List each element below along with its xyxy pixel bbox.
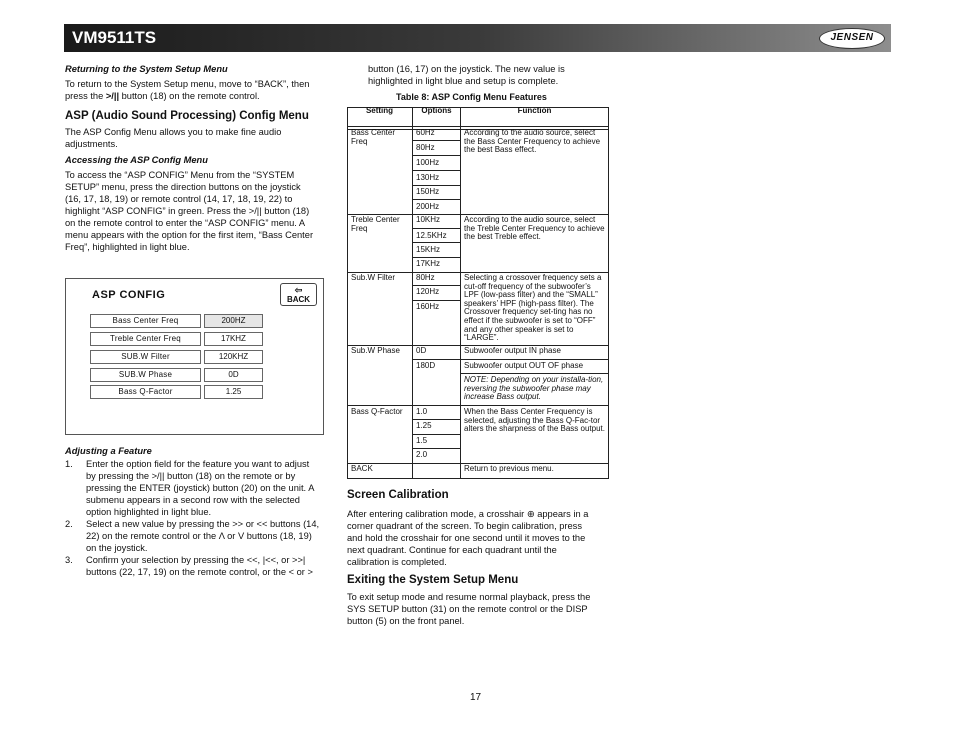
accessing-line: (16, 17, 18, 19) or remote control (14, 17, 18, 19, 22) to xyxy=(65,194,293,204)
step-item: 3. Confirm your selection by pressing the <<, |<<, or >>| buttons (22, 17, 19) on the remote control, or the < or > xyxy=(65,555,313,577)
option-cell: 130Hz xyxy=(416,173,440,182)
step-item: 1. Enter the option field for the feature you want to adjust by pressing the >/|| button (18) on the remote or by pressing the ENTER (joystick) button (20) on the unit. A submenu appears in a second row with the selected option highlighted in light blue. xyxy=(65,459,315,517)
asp-row-subw-filter[interactable] xyxy=(90,350,262,363)
option-cell: 12.5KHz xyxy=(416,231,447,240)
exit-heading: Exiting the System Setup Menu xyxy=(347,574,519,586)
accessing-line: menu appears with the option for the first item, “Bass Center xyxy=(65,230,314,240)
left-column xyxy=(65,63,327,253)
logo-text: JENSEN xyxy=(830,32,874,43)
function-subw-phase-out: Subwoofer output OUT OF phase xyxy=(464,361,584,370)
option-cell: 100Hz xyxy=(416,158,440,167)
function-bass-center: According to the audio source, select the Bass Center Frequency to achieve the best Bass effect. xyxy=(464,128,601,155)
asp-text-2: adjustments. xyxy=(65,139,118,149)
option-cell: 10KHz xyxy=(416,215,441,224)
option-cell: 150Hz xyxy=(416,187,440,196)
setting-treble-center: Treble Center Freq xyxy=(351,215,400,233)
option-cell: 1.5 xyxy=(416,436,428,445)
setting-subw-phase: Sub.W Phase xyxy=(351,346,400,355)
asp-row-value[interactable]: 17KHZ xyxy=(204,332,263,346)
function-bass-q: When the Bass Center Frequency is selected, adjusting the Bass Q-Fac-tor alters the sharpness of the Bass output. xyxy=(464,407,605,434)
step-item: 2. Select a new value by pressing the >> or << buttons (14, 22) on the remote control or the Λ or V buttons (18, 19) on the joystick. xyxy=(65,519,320,553)
right-top xyxy=(368,63,608,87)
screen-cal-line: next quadrant. Continue for each quadrant until the xyxy=(347,545,557,555)
subw-phase-note: NOTE: Depending on your installa-tion, reversing the subwoofer phase may increase Bass output. xyxy=(464,375,604,402)
asp-row-treble-center[interactable] xyxy=(90,332,262,345)
adjusting-heading: Adjusting a Feature xyxy=(65,446,152,456)
accessing-line: Freq”, highlighted in light blue. xyxy=(65,242,190,252)
function-subw-phase-in: Subwoofer output IN phase xyxy=(464,346,561,355)
back-label: BACK xyxy=(286,295,311,304)
accessing-paragraph xyxy=(65,169,327,253)
accessing-line: SETUP” menu, press the direction buttons on the joystick xyxy=(65,182,301,192)
accessing-line: To access the “ASP CONFIG” Menu from the “SYSTEM xyxy=(65,170,295,180)
back-arrow-icon: ⇦ xyxy=(294,285,303,295)
continued-text-2: highlighted in light blue and setup is complete. xyxy=(368,76,559,86)
adjusting-section xyxy=(65,445,327,578)
asp-row-value[interactable]: 0D xyxy=(204,368,263,382)
asp-row-value[interactable]: 120KHZ xyxy=(204,350,263,364)
asp-row-label: Bass Q-Factor xyxy=(90,385,201,399)
screen-cal-line: After entering calibration mode, a crosshair ⊕ appears in a xyxy=(347,509,589,519)
accessing-line: highlight “ASP CONFIG” in green. Press the >/|| button (18) xyxy=(65,206,310,216)
option-cell: 80Hz xyxy=(416,143,435,152)
screen-calibration-section xyxy=(347,489,609,627)
function-treble-center: According to the audio source, select the Treble Center Frequency to achieve the best Treble effect. xyxy=(464,215,605,242)
screen-cal-line: and hold the crosshair for one second until it moves to the xyxy=(347,533,586,543)
model-title: VM9511TS xyxy=(72,28,157,47)
table-header-function: Function xyxy=(517,106,552,115)
option-cell: 80Hz xyxy=(416,273,435,282)
option-cell: 17KHz xyxy=(416,259,441,268)
option-cell: 60Hz xyxy=(416,128,435,137)
asp-config-title: ASP CONFIG xyxy=(92,289,166,301)
option-cell: 160Hz xyxy=(416,302,440,311)
asp-row-subw-phase[interactable] xyxy=(90,368,262,381)
screen-cal-line: calibration is completed. xyxy=(347,557,447,567)
asp-row-label: Bass Center Freq xyxy=(90,314,201,328)
option-cell: 2.0 xyxy=(416,450,428,459)
asp-row-value[interactable]: 200HZ xyxy=(204,314,263,328)
returning-text-2: press the >/|| button (18) on the remote control. xyxy=(65,91,260,101)
asp-heading: ASP (Audio Sound Processing) Config Menu xyxy=(65,110,309,122)
setting-subw-filter: Sub.W Filter xyxy=(351,273,396,282)
asp-row-label: SUB.W Phase xyxy=(90,368,201,382)
asp-config-screenshot xyxy=(65,278,324,435)
table-header-options: Options xyxy=(421,106,452,115)
screen-cal-heading: Screen Calibration xyxy=(347,489,449,501)
asp-row-value[interactable]: 1.25 xyxy=(204,385,263,399)
jensen-logo xyxy=(819,28,885,49)
table-caption: Table 8: ASP Config Menu Features xyxy=(396,92,547,102)
option-cell: 200Hz xyxy=(416,202,440,211)
accessing-line: on the remote control to enter the “ASP CONFIG” menu. A xyxy=(65,218,306,228)
asp-row-label: Treble Center Freq xyxy=(90,332,201,346)
option-cell: 15KHz xyxy=(416,245,441,254)
header-bar xyxy=(64,24,891,52)
table-header-setting: Setting xyxy=(365,106,394,115)
back-button[interactable] xyxy=(280,283,317,306)
returning-text-1: To return to the System Setup menu, move to “BACK”, then xyxy=(65,79,310,89)
continued-text-1: button (16, 17) on the joystick. The new value is xyxy=(368,64,565,74)
option-cell: 0D xyxy=(416,346,427,355)
asp-row-label: SUB.W Filter xyxy=(90,350,201,364)
setting-back: BACK xyxy=(351,464,373,473)
setting-bass-center: Bass Center Freq xyxy=(351,128,396,146)
function-subw-filter: Selecting a crossover frequency sets a cut-off frequency of the subwoofer’s LPF (low-pass filter) and the “SMALL” speakers’ HPF (high-pass filter). The Crossover frequency set-ting has no effect if the subwoofer is set to “OFF” and any other speaker is set to “LARGE”. xyxy=(464,273,602,343)
screen-cal-line: corner quadrant of the screen. To begin calibration, press xyxy=(347,521,582,531)
exit-line: To exit setup mode and resume normal playback, press the xyxy=(347,592,591,602)
option-cell: 120Hz xyxy=(416,287,440,296)
adjusting-steps xyxy=(65,458,327,578)
page-number: 17 xyxy=(470,692,482,703)
asp-row-bass-center[interactable] xyxy=(90,314,262,327)
option-cell: 1.0 xyxy=(416,407,428,416)
asp-features-table xyxy=(347,107,609,479)
setting-bass-q: Bass Q-Factor xyxy=(351,407,403,416)
option-cell: 1.25 xyxy=(416,421,432,430)
asp-row-bass-q[interactable] xyxy=(90,385,262,398)
exit-line: SYS SETUP button (31) on the remote control or the DISP xyxy=(347,604,588,614)
option-cell: 180D xyxy=(416,361,436,370)
asp-text-1: The ASP Config Menu allows you to make fine audio xyxy=(65,127,282,137)
returning-heading: Returning to the System Setup Menu xyxy=(65,64,228,74)
function-back: Return to previous menu. xyxy=(464,464,554,473)
exit-line: button (5) on the front panel. xyxy=(347,616,465,626)
accessing-heading: Accessing the ASP Config Menu xyxy=(65,155,208,165)
